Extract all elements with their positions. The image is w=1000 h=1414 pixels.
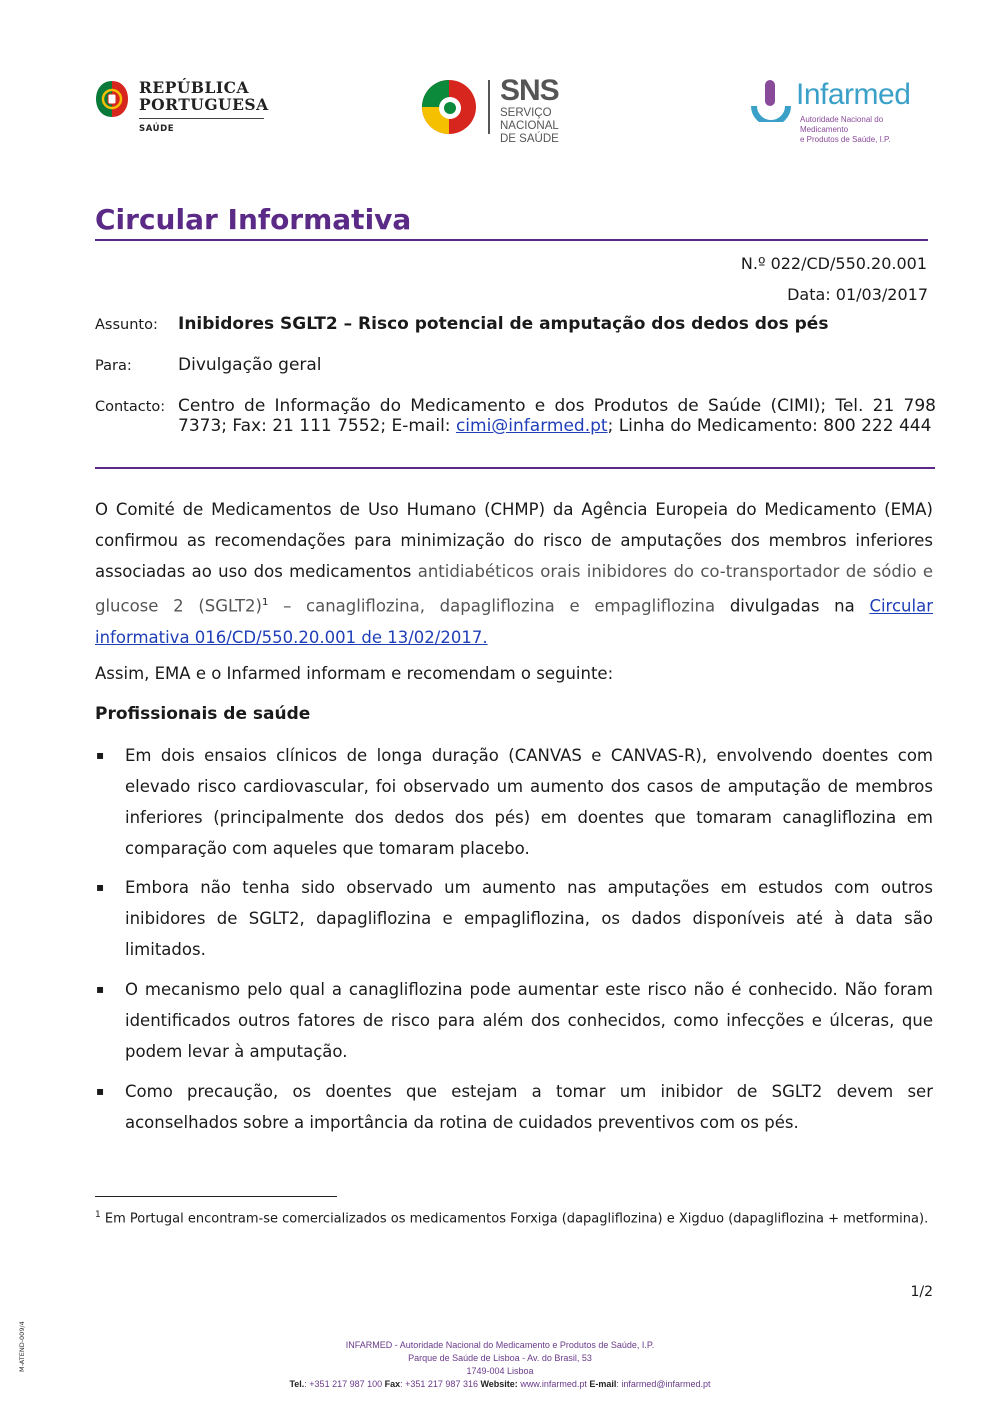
- sns-circle-icon: [420, 78, 478, 136]
- contacto-text: Centro de Informação do Medicamento e dos Produtos de Saúde (CIMI); Tel. 21 798 7373; Fax: 21 111 7552; E-mail:: [178, 396, 936, 436]
- para-value: Divulgação geral: [178, 355, 322, 375]
- section-heading: Profissionais de saúde: [95, 704, 311, 724]
- page-number: 1/2: [910, 1284, 933, 1300]
- footer-web-label: Website:: [480, 1379, 518, 1389]
- footnote: [95, 1206, 933, 1228]
- portuguese-flag-emblem-icon: [94, 79, 130, 119]
- footer-email: : infarmed@infarmed.pt: [616, 1379, 711, 1389]
- bullet-item: O mecanismo pelo qual a canagliflozina pode aumentar este risco não é conhecido. Não foram identificados outros fatores de risco para além dos conhecidos, como infecções e úlceras, que podem levar à amputação.: [125, 980, 933, 1061]
- infarmed-sub-line1: Autoridade Nacional do Medicamento: [800, 115, 884, 134]
- contacto-email-link[interactable]: cimi@infarmed.pt: [455, 416, 608, 436]
- footer-email-label: E-mail: [589, 1379, 617, 1389]
- intro-text: O Comité de Medicamentos de Uso Humano (CHMP) da Agência Europeia do Medicamento (EMA) confirmou as recomendações para minimização do risco de amputações dos membros inferiores associadas ao uso dos medicamentos: [95, 500, 933, 581]
- footer-line2: Parque de Saúde de Lisboa - Av. do Brasil, 53: [408, 1353, 592, 1363]
- footer-website: www.infarmed.pt: [517, 1379, 590, 1389]
- footer-fax-label: Fax: [384, 1379, 401, 1389]
- bullet-icon: ▪: [96, 880, 105, 894]
- assunto-label: Assunto:: [95, 317, 158, 333]
- bullet-icon: ▪: [96, 1084, 105, 1098]
- footnote-ref: 1: [261, 597, 269, 608]
- republica-line2: PORTUGUESA: [139, 95, 269, 114]
- infarmed-name: Infarmed: [796, 78, 911, 111]
- circular-number: N.º 022/CD/550.20.001: [740, 254, 927, 273]
- infarmed-logo: [750, 76, 930, 144]
- sns-line2: DE SAÚDE: [500, 133, 559, 145]
- sns-logo: [420, 74, 610, 145]
- footer-tel: : +351 217 987 100: [304, 1379, 385, 1389]
- republica-portuguesa-logo: [94, 77, 274, 137]
- footnote-text: Em Portugal encontram-se comercializados os medicamentos Forxiga (dapagliflozina) e Xigduo (dapagliflozina + metformina).: [100, 1211, 929, 1227]
- footer-tel-label: Tel.: [289, 1379, 305, 1389]
- intro-grey-text: antidiabéticos orais inibidores do co-transportador de sódio e glucose 2 (SGLT2): [95, 562, 934, 616]
- document-code: M-ATEND-009/4: [18, 1321, 26, 1372]
- recommend-paragraph: Assim, EMA e o Infarmed informam e recomendam o seguinte:: [95, 664, 614, 683]
- infarmed-sub-line2: e Produtos de Saúde, I.P.: [800, 135, 891, 144]
- republica-subtitle: SAÚDE: [139, 124, 175, 134]
- contacto-text-after: ; Linha do Medicamento: 800 222 444: [607, 416, 932, 436]
- bullet-icon: ▪: [96, 748, 105, 762]
- republica-divider: [139, 118, 264, 119]
- bullet-item: Como precaução, os doentes que estejam a tomar um inibidor de SGLT2 devem ser aconselhados sobre a importância da rotina de cuidados preventivos com os pés.: [125, 1082, 933, 1132]
- footer-line1: INFARMED - Autoridade Nacional do Medicamento e Produtos de Saúde, I.P.: [345, 1340, 655, 1350]
- footer-line3: 1749-004 Lisboa: [466, 1366, 534, 1376]
- footer-contacts: [0, 1379, 1000, 1389]
- bullet-item: Embora não tenha sido observado um aumento nas amputações em estudos com outros inibidores de SGLT2, dapagliflozina e empagliflozina, os dados disponíveis até à data são limitados.: [125, 878, 933, 959]
- contacto-label: Contacto:: [95, 399, 166, 415]
- footnote-rule: [95, 1196, 337, 1197]
- intro-paragraph: [95, 494, 933, 653]
- footer-fax: : +351 217 987 316: [400, 1379, 481, 1389]
- intro-grey-text-2: – canagliflozina, dapagliflozina e empagliflozina: [268, 596, 716, 616]
- circular-link[interactable]: Circular informativa 016/CD/550.20.001 de 13/02/2017.: [95, 596, 933, 647]
- infarmed-mark-icon: [750, 78, 792, 122]
- document-title: Circular Informativa: [95, 203, 412, 236]
- bullet-icon: ▪: [96, 982, 105, 996]
- sns-divider: [488, 80, 490, 134]
- sns-acronym: SNS: [500, 74, 559, 107]
- para-label: Para:: [95, 358, 132, 374]
- title-rule: [95, 239, 928, 241]
- footnote-mark: 1: [95, 1210, 101, 1220]
- sns-line1: SERVIÇO NACIONAL: [500, 107, 559, 132]
- bullet-item: Em dois ensaios clínicos de longa duração (CANVAS e CANVAS-R), envolvendo doentes com elevado risco cardiovascular, foi observado um aumento dos casos de amputação de membros inferiores (principalmente dos dedos dos pés) em doentes que tomaram canagliflozina em comparação com aqueles que tomaram placebo.: [125, 746, 933, 858]
- contacto-value: [178, 396, 936, 436]
- intro-text-2: divulgadas na: [715, 596, 870, 616]
- assunto-value: Inibidores SGLT2 – Risco potencial de amputação dos dedos dos pés: [178, 314, 829, 334]
- republica-line1: REPÚBLICA: [139, 78, 249, 97]
- header-bottom-rule: [95, 467, 935, 469]
- circular-date: Data: 01/03/2017: [787, 285, 928, 304]
